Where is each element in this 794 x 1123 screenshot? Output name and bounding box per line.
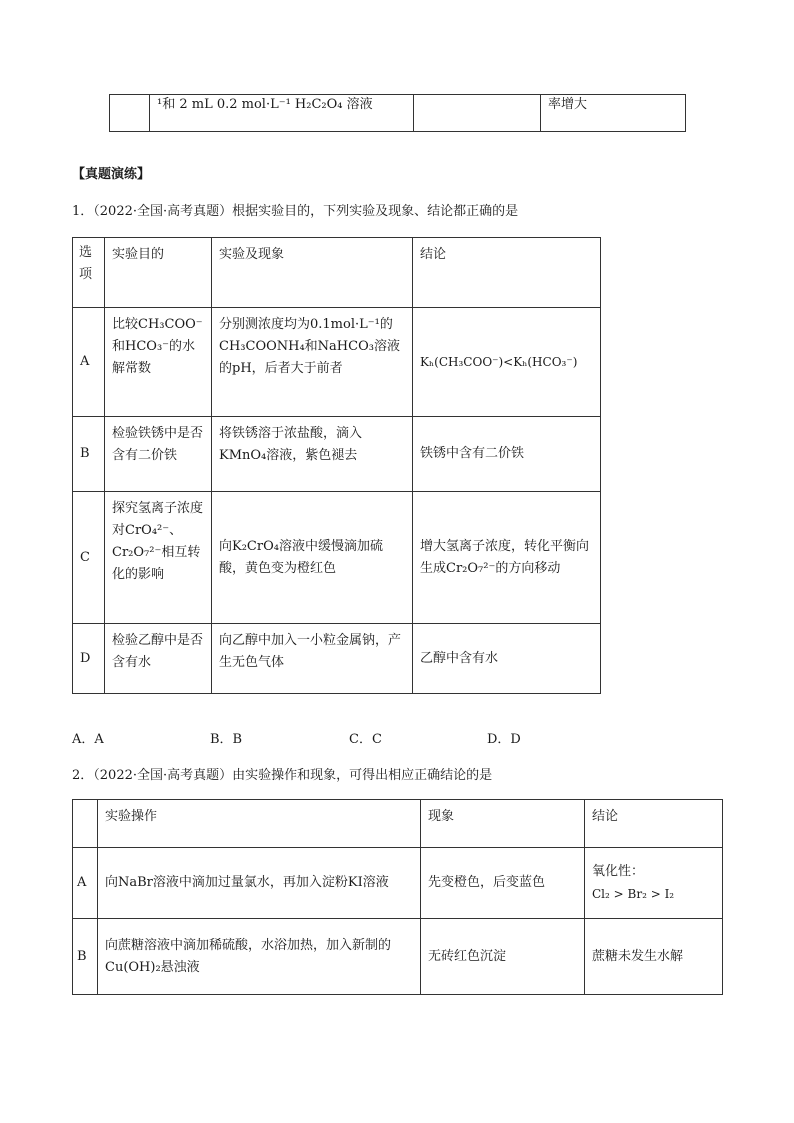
top-cell-reagent: ¹和 2 mL 0.2 mol·L⁻¹ H₂C₂O₄ 溶液	[150, 95, 414, 132]
table-row	[73, 308, 601, 417]
q2-row-a-operation: 向NaBr溶液中滴加过量氯水，再加入淀粉KI溶液	[98, 848, 421, 919]
top-table-fragment	[109, 94, 686, 132]
choice-c[interactable]: C．C	[349, 732, 382, 747]
q2-row-b-option: B	[73, 919, 98, 995]
top-cell-result: 率增大	[541, 95, 686, 132]
q2-header-phenomenon: 现象	[421, 800, 585, 848]
choice-b[interactable]: B．B	[210, 732, 243, 747]
q1-row-d-purpose: 检验乙醇中是否含有水	[105, 624, 212, 694]
q1-row-c-purpose: 探究氢离子浓度对CrO₄²⁻、Cr₂O₇²⁻相互转化的影响	[105, 492, 212, 624]
q2-row-b-phenomenon: 无砖红色沉淀	[421, 919, 585, 995]
question-1-stem: 1．（2022·全国·高考真题）根据实验目的，下列实验及现象、结论都正确的是	[72, 204, 519, 219]
table-row	[73, 848, 723, 919]
question-1-table	[72, 237, 601, 694]
q1-row-a-purpose: 比较CH₃COO⁻和HCO₃⁻的水解常数	[105, 308, 212, 417]
table-row	[73, 919, 723, 995]
q2-row-b-conclusion: 蔗糖未发生水解	[585, 919, 723, 995]
q1-header-purpose: 实验目的	[105, 238, 212, 308]
question-2-stem: 2．（2022·全国·高考真题）由实验操作和现象，可得出相应正确结论的是	[72, 768, 493, 783]
q1-header-conclusion: 结论	[413, 238, 601, 308]
q1-row-b-purpose: 检验铁锈中是否含有二价铁	[105, 417, 212, 492]
question-2-table	[72, 799, 723, 995]
q2-row-b-operation: 向蔗糖溶液中滴加稀硫酸，水浴加热，加入新制的Cu(OH)₂悬浊液	[98, 919, 421, 995]
q1-row-c-conclusion: 增大氢离子浓度，转化平衡向生成Cr₂O₇²⁻的方向移动	[413, 492, 601, 624]
q1-header-experiment: 实验及现象	[212, 238, 413, 308]
q1-row-a-experiment: 分别测浓度均为0.1mol·L⁻¹的CH₃COONH₄和NaHCO₃溶液的pH，后者大于前者	[212, 308, 413, 417]
q2-header-option	[73, 800, 98, 848]
q2-header-conclusion: 结论	[585, 800, 723, 848]
q2-row-a-phenomenon: 先变橙色，后变蓝色	[421, 848, 585, 919]
q1-row-d-conclusion: 乙醇中含有水	[413, 624, 601, 694]
q1-row-b-option: B	[73, 417, 105, 492]
top-cell-empty	[110, 95, 150, 132]
q1-row-b-conclusion: 铁锈中含有二价铁	[413, 417, 601, 492]
q1-row-d-experiment: 向乙醇中加入一小粒金属钠，产生无色气体	[212, 624, 413, 694]
q1-row-c-option: C	[73, 492, 105, 624]
q2-header-operation: 实验操作	[98, 800, 421, 848]
table-row	[73, 417, 601, 492]
q1-header-option: 选项	[73, 238, 105, 308]
table-row	[73, 492, 601, 624]
q1-row-a-option: A	[73, 308, 105, 417]
section-title: 【真题演练】	[72, 167, 151, 182]
q2-row-a-conclusion-label: 氧化性：	[592, 864, 645, 879]
q2-row-a-conclusion	[585, 848, 723, 919]
q1-row-a-conclusion: Kₕ(CH₃COO⁻)<Kₕ(HCO₃⁻)	[413, 308, 601, 417]
choice-d[interactable]: D．D	[487, 732, 521, 747]
table-row	[73, 624, 601, 694]
q2-row-a-conclusion-formula: Cl₂ > Br₂ > I₂	[592, 887, 675, 901]
q1-row-b-experiment: 将铁锈溶于浓盐酸，滴入KMnO₄溶液，紫色褪去	[212, 417, 413, 492]
choice-a[interactable]: A．A	[72, 732, 104, 747]
q2-row-a-option: A	[73, 848, 98, 919]
q1-row-d-option: D	[73, 624, 105, 694]
q1-row-c-experiment: 向K₂CrO₄溶液中缓慢滴加硫酸，黄色变为橙红色	[212, 492, 413, 624]
top-cell-empty-2	[414, 95, 541, 132]
